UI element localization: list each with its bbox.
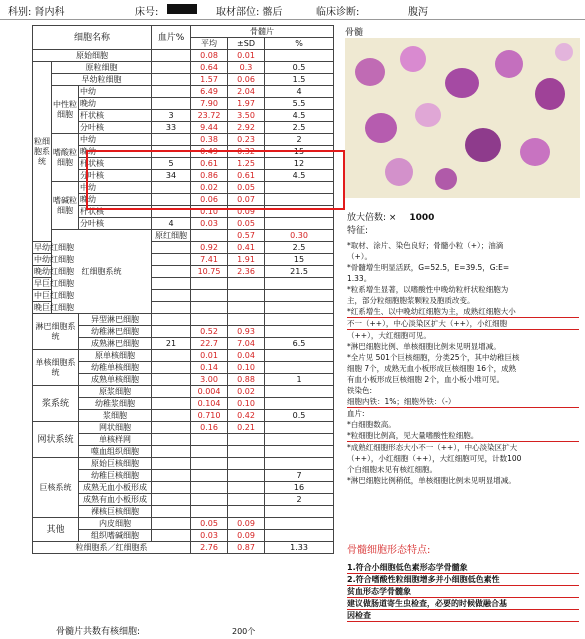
table-row: 原始细胞 0.08 0.01: [33, 50, 334, 62]
table-row: 浆细胞 0.710 0.42 0.5: [33, 410, 334, 422]
group-plasma: 浆系统: [33, 386, 79, 422]
sample-site: 取材部位: 髂后: [216, 7, 283, 18]
table-row: 晚幼红细胞 10.75 2.36 21.5: [33, 266, 334, 278]
table-row: 成熟有血小板形成 2: [33, 494, 334, 506]
table-row: 杆状核 5 0.61 1.25 12: [33, 158, 334, 170]
table-row: 晚巨红细胞: [33, 302, 334, 314]
table-row: 早巨红细胞: [33, 278, 334, 290]
table-row: 网状系统 网状细胞 0.16 0.21: [33, 422, 334, 434]
table-row: 红细胞系统 原红细胞 0.57 0.30: [33, 230, 334, 242]
department: 科别: 肾内科: [8, 7, 65, 18]
cell-count-table: [32, 25, 334, 554]
findings-text: *取材、涂片、染色良好；骨髓小粒（+）；油滴 （+）。 *骨髓增生明显活跃，G=52.5，E=39.5，G:E= 1.33。 *粒系增生显著，以嗜酸性中晚幼粒杆状粒细胞为 主，部分粒细胞胞浆颗粒及胞质改变。 *红系增生、以中晚幼红细胞为主，成熟红细胞大小 不一（++），中心淡染区扩大（++），小红细胞 （++），大红细胞可见。 *淋巴细胞比例、单核细胞比例未见明显增减。 *全片见 501个巨核细胞，分类25个，其中幼稚巨核 细胞 7个，成熟无血小板形成巨核细胞 16个，成熟 有血小板形成巨核细胞 2个，血小板小堆可见。 铁染色: 细胞内铁：1%；细胞外铁：（-） 血片: *白细胞数高。 *粒细胞比例高，见大量嗜酸性粒细胞。 *成熟红细胞形态大小不一（++），中心淡染区扩大 （++），小红细胞（++），大红细胞可见，计数100 个白细胞未见有核红细胞。 *淋巴细胞比例稍低，单核细胞比例未见明显增减。: [347, 240, 579, 486]
table-row: 晚幼 0.06 0.07: [33, 194, 334, 206]
total-cells-value: 200个: [232, 627, 256, 636]
diagnosis-label: 临床诊断:: [316, 7, 360, 18]
table-row: 晚幼 7.90 1.97 5.5: [33, 98, 334, 110]
group-basophil: 嗜碱粒细胞: [52, 182, 79, 230]
group-megakaryocyte: 巨核系统: [33, 458, 79, 518]
group-other: 其他: [33, 518, 79, 542]
table-row: 组织嗜碱细胞 0.03 0.09: [33, 530, 334, 542]
group-granulocyte: 粒细胞系统: [33, 62, 52, 242]
conclusion-1: 1.符合小细胞低色素形态学骨髓象: [347, 562, 579, 574]
report-header: [0, 0, 585, 20]
table-row: 浆系统 原浆细胞 0.004 0.02: [33, 386, 334, 398]
table-row: 中性粒细胞 中幼 6.49 2.04 4: [33, 86, 334, 98]
table-row: 分叶核 33 9.44 2.92 2.5: [33, 122, 334, 134]
table-row: 淋巴细胞系统 异型淋巴细胞: [33, 314, 334, 326]
table-row: 嗜碱粒细胞 中幼 0.02 0.05: [33, 182, 334, 194]
table-row: 幼稚浆细胞 0.104 0.10: [33, 398, 334, 410]
table-row: 幼稚淋巴细胞 0.52 0.93: [33, 326, 334, 338]
conclusion-2a: 2.符合嗜酸性粒细胞增多并小细胞低色素性: [347, 574, 579, 586]
table-row: 成熟淋巴细胞 21 22.7 7.04 6.5: [33, 338, 334, 350]
col-avg: 平均: [191, 38, 228, 50]
table-row: 成熟无血小板形成 16: [33, 482, 334, 494]
magnification-value: 1000: [409, 213, 435, 223]
table-row: 幼稚巨核细胞 7: [33, 470, 334, 482]
conclusion-3b: 因检查: [347, 610, 579, 622]
conclusion-2b: 贫血形态学骨髓象: [347, 586, 579, 598]
table-row: 成熟单核细胞 3.00 0.88 1: [33, 374, 334, 386]
group-erythroid: 红细胞系统: [52, 230, 152, 314]
col-cell-name: 细胞名称: [33, 26, 152, 50]
table-row: 中巨红细胞: [33, 290, 334, 302]
eosinophil-highlight-box: [86, 150, 345, 210]
group-neutrophil: 中性粒细胞: [52, 86, 79, 134]
table-row: 杆状核 0.10 0.09: [33, 206, 334, 218]
col-pct: %: [265, 38, 334, 50]
group-eosinophil: 嗜酸粒细胞: [52, 134, 79, 182]
col-sd: ±SD: [228, 38, 265, 50]
total-cells-label: 骨髓片共数有核细胞:: [56, 627, 141, 637]
table-row: 单核样网: [33, 434, 334, 446]
table-row: 嗜酸粒细胞 中幼 0.38 0.23 2: [33, 134, 334, 146]
features-title: 特征:: [347, 226, 369, 236]
table-row: 晚幼 0.49 0.32 15: [33, 146, 334, 158]
table-row: 幼稚单核细胞 0.14 0.10: [33, 362, 334, 374]
table-row: 粒细胞系统 原粒细胞 0.64 0.3 0.5: [33, 62, 334, 74]
table-row: 杆状核 3 23.72 3.50 4.5: [33, 110, 334, 122]
col-marrow: 骨髓片: [191, 26, 334, 38]
group-reticular: 网状系统: [33, 422, 79, 458]
magnification-label: 放大倍数: ×: [347, 213, 397, 223]
image-label: 骨髓: [345, 28, 364, 38]
col-blood-pct: 血片%: [152, 26, 191, 50]
table-row: 早幼粒细胞 1.57 0.06 1.5: [33, 74, 334, 86]
table-row: 其他 内皮细胞 0.05 0.09: [33, 518, 334, 530]
table-row: 粒细胞系／红细胞系 2.76 0.87 1.33: [33, 542, 334, 554]
morphology-title: 骨髓细胞形态特点:: [347, 545, 431, 556]
table-row: 分叶核 34 0.86 0.61 4.5: [33, 170, 334, 182]
table-row: 裸核巨核细胞: [33, 506, 334, 518]
redacted-bed-number: [167, 4, 197, 14]
table-row: 单核细胞系统 原单核细胞 0.01 0.04: [33, 350, 334, 362]
table-row: 分叶核 4 0.03 0.05: [33, 218, 334, 230]
table-row: 中幼红细胞 7.41 1.91 15: [33, 254, 334, 266]
marrow-micrograph: [345, 38, 580, 198]
table-row: 噬血组织细胞: [33, 446, 334, 458]
bed-label: 床号:: [135, 7, 159, 18]
conclusion-3a: 建议做肠道寄生虫检查，必要的时候做融合基: [347, 598, 579, 610]
table-row: 早幼红细胞 0.92 0.41 2.5: [33, 242, 334, 254]
diagnosis-value: 腹泻: [408, 7, 428, 18]
table-row: 巨核系统 原始巨核细胞: [33, 458, 334, 470]
group-lymphocyte: 淋巴细胞系统: [33, 314, 79, 350]
group-monocyte: 单核细胞系统: [33, 350, 79, 386]
